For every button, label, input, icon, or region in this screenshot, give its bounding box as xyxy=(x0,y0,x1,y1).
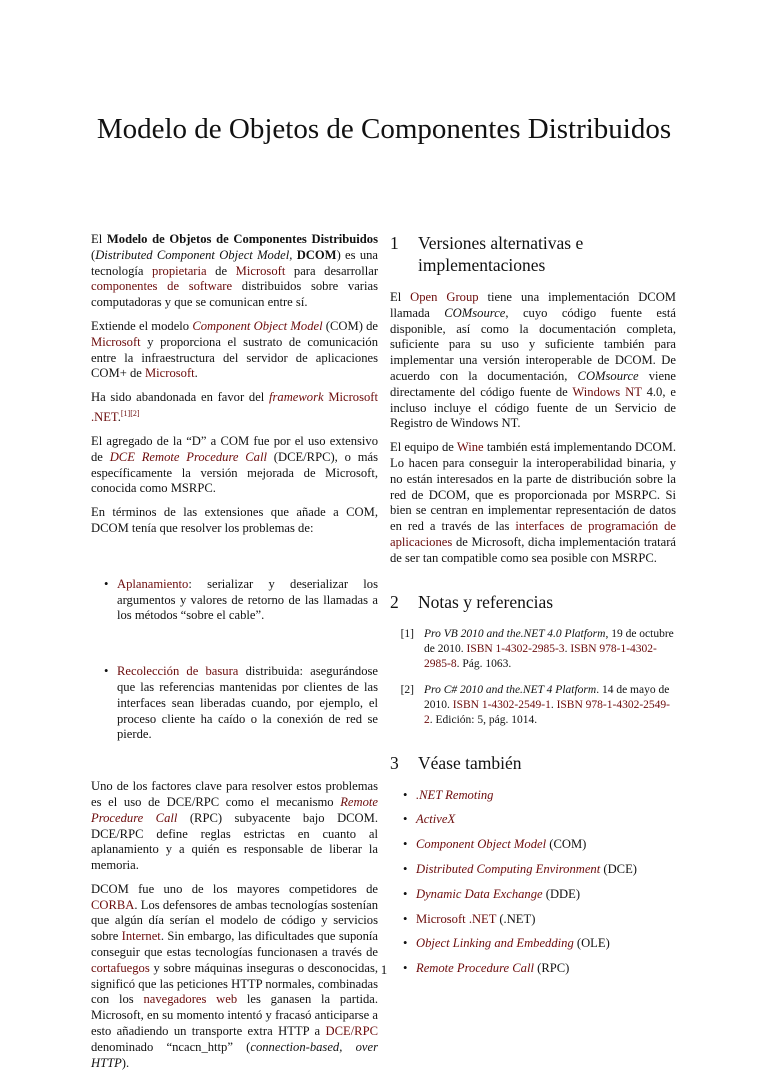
paragraph-agregado xyxy=(91,434,378,497)
text: El agregado de la “D” a COM fue por el uso extensivo de xyxy=(91,433,378,464)
term-italic: connection-based, over HTTP xyxy=(91,1039,378,1070)
text: distribuida: asegurándose que las referencias mantenidas por clientes de las interfaces sean liberadas cuando, por ejemplo, el proceso cliente ha caído o la conexión de red se pierde. xyxy=(117,664,378,742)
section-number: 1 xyxy=(390,233,399,253)
text: , xyxy=(289,247,297,262)
problems-list xyxy=(91,577,378,743)
text: (COM) xyxy=(546,837,587,852)
reference-text xyxy=(424,627,676,672)
link-interfaces-programacion[interactable]: interfaces de programación de aplicaciones xyxy=(390,519,676,549)
text: El equipo de xyxy=(390,440,457,455)
text: Uno de los factores clave para resolver estos problemas es el uso de DCE/RPC como el mecanismo xyxy=(91,779,378,809)
text: y sobre máquinas inseguras o desconocidas, significó que las peticiones HTTP normales, combinadas con los xyxy=(91,960,378,1007)
link-corba[interactable]: CORBA xyxy=(91,897,135,912)
text: y proporciona el sustrato de comunicación entre la infraestructura del servidor de aplicaciones COM+ de xyxy=(91,334,378,381)
list-item xyxy=(390,788,676,804)
text: también está implementando DCOM. Lo hacen para conseguir la interoperabilidad binaria, y no están interesados en la parte de distribución sobre la red de DCOM, que es proporcionada por MSRPC. Si bien se centran en implementar representación de datos en red a través de las xyxy=(390,440,676,534)
section-title: Notas y referencias xyxy=(418,591,554,612)
section-heading-vease xyxy=(390,752,676,774)
list-item xyxy=(390,812,676,828)
link-microsoft[interactable]: Microsoft xyxy=(91,334,141,349)
link-microsoft-net[interactable]: Microsoft .NET xyxy=(91,390,378,425)
text: (RPC) subyacente bajo DCOM. DCE/RPC define reglas estrictas en cuanto al aplanamiento y a quién es responsable de liberar la memoria. xyxy=(91,810,379,873)
link-activex[interactable]: ActiveX xyxy=(416,812,456,827)
link-microsoft[interactable]: Microsoft xyxy=(144,366,195,381)
paragraph-extiende xyxy=(91,319,378,382)
bullet-icon: • xyxy=(403,837,408,852)
link-ole[interactable]: Object Linking and Embedding xyxy=(416,936,574,951)
link-component-object-model[interactable]: Component Object Model xyxy=(192,318,323,333)
list-item xyxy=(91,577,378,624)
text: . Sin embargo, las dificultades que suponía conseguir que estas tecnologías funcionasen a través de xyxy=(91,929,378,960)
reference-item xyxy=(390,627,676,672)
book-title: Pro C# 2010 and the.NET 4 Platform xyxy=(424,683,597,696)
bullet-icon: • xyxy=(104,664,109,679)
paragraph-abandonada xyxy=(91,390,378,426)
text: (.NET) xyxy=(496,911,536,926)
link-microsoft[interactable]: Microsoft xyxy=(235,263,286,278)
link-microsoft-net[interactable]: Microsoft .NET xyxy=(416,911,497,926)
reference-number: [2] xyxy=(400,683,414,696)
bullet-icon: • xyxy=(403,936,408,951)
text: para desarrollar xyxy=(285,263,379,278)
list-item xyxy=(91,664,378,743)
text: tiene una implementación DCOM llamada xyxy=(390,290,676,320)
term-italic: COMsource xyxy=(444,305,506,320)
paragraph-extensiones: En términos de las extensiones que añade a COM, DCOM tenía que resolver los problemas de: xyxy=(91,505,378,535)
list-item xyxy=(390,837,676,853)
bullet-icon: • xyxy=(403,886,408,901)
text: Ha sido abandonada en favor del xyxy=(91,390,270,405)
link-navegadores-web[interactable]: navegadores web xyxy=(143,992,238,1007)
link-isbn[interactable]: ISBN 978-1-4302-2549-2 xyxy=(424,698,670,726)
link-remote-procedure-call[interactable]: Remote Procedure Call xyxy=(91,794,378,825)
text: . Pág. 1063. xyxy=(456,657,512,670)
text: El xyxy=(390,290,411,304)
link-rpc[interactable]: Remote Procedure Call xyxy=(416,961,534,976)
paragraph-wine xyxy=(390,440,676,566)
bullet-icon: • xyxy=(403,961,408,976)
section-number: 2 xyxy=(390,591,399,612)
list-item xyxy=(390,862,676,878)
bullet-icon: • xyxy=(104,576,109,591)
link-net-remoting[interactable]: .NET Remoting xyxy=(416,787,494,802)
link-component-object-model[interactable]: Component Object Model xyxy=(416,837,547,852)
text: (DCE/RPC), o más específicamente la versión mejorada de Microsoft, conocida como MSRPC. xyxy=(91,449,379,496)
text: . xyxy=(117,410,121,425)
text: . 14 de mayo de 2010. xyxy=(424,683,670,711)
text: (RPC) xyxy=(533,961,570,976)
text: de Microsoft, dicha implementación tratará de ser tan compatible como sea posible con MSRPC. xyxy=(390,534,676,565)
section-title: Versiones alternativas e implementaciones xyxy=(418,233,584,275)
list-item xyxy=(390,912,676,928)
bullet-icon: • xyxy=(403,911,408,926)
term-bold: Modelo de Objetos de Componentes Distribuidos xyxy=(106,232,379,246)
link-framework[interactable]: framework xyxy=(269,390,324,405)
link-aplanamiento[interactable]: Aplanamiento xyxy=(117,576,189,591)
bullet-icon: • xyxy=(403,787,408,802)
link-dce-rpc[interactable]: DCE/RPC xyxy=(325,1024,378,1039)
list-item xyxy=(390,887,676,903)
text: (DCE) xyxy=(600,861,637,876)
text: . Edición: 5, pág. 1014. xyxy=(429,713,538,726)
text: . xyxy=(564,642,571,655)
references-list xyxy=(390,627,676,728)
page-number: 1 xyxy=(380,962,388,977)
link-recoleccion-basura[interactable]: Recolección de basura xyxy=(117,664,239,679)
text: , 19 de octubre de 2010. xyxy=(424,627,674,655)
section-heading-versiones xyxy=(390,232,676,276)
term-italic: COMsource xyxy=(577,368,639,383)
text: (COM) de xyxy=(322,318,378,333)
text: ) es una tecnología xyxy=(91,247,378,278)
text: , cuyo código fuente está disponible, así como la documentación completa, suficiente para su uso y suficiente también para implementar una versión interoperable de DCOM. De acuerdo con la documentación, xyxy=(390,305,676,383)
reference-item xyxy=(390,683,676,728)
link-open-group[interactable]: Open Group xyxy=(410,290,479,304)
link-componentes-software[interactable]: componentes de software xyxy=(91,279,233,294)
text: DCOM fue uno de los mayores competidores de xyxy=(91,881,378,896)
text: . xyxy=(194,366,198,381)
text: viene directamente del código fuente de xyxy=(390,368,676,399)
text: (OLE) xyxy=(573,936,610,951)
term-italic: Distributed Component Object Model xyxy=(95,247,290,262)
see-also-list xyxy=(390,788,676,977)
citation-link[interactable]: [1][2] xyxy=(120,408,140,418)
intro-paragraph xyxy=(91,232,378,311)
link-isbn[interactable]: ISBN 978-1-4302-2985-8 xyxy=(424,642,657,670)
section-title: Véase también xyxy=(418,752,522,773)
book-title: Pro VB 2010 and the.NET 4.0 Platform xyxy=(424,627,606,640)
paragraph-factores xyxy=(91,779,378,874)
link-dde[interactable]: Dynamic Data Exchange xyxy=(416,886,543,901)
bullet-icon: • xyxy=(403,861,408,876)
text: : serializar y deserializar los argumentos y valores de retorno de las llamadas a los métodos “sobre el cable”. xyxy=(117,576,378,623)
link-wine[interactable]: Wine xyxy=(456,440,484,455)
text: . Los defensores de ambas tecnologías sostenían que algún día serían el modelo de código y servicios sobre xyxy=(91,897,378,944)
link-dce-rpc[interactable]: DCE Remote Procedure Call xyxy=(109,449,267,464)
acronym-bold: DCOM xyxy=(296,247,337,262)
text: distribuidos sobre varias computadoras y que se comunican entre sí. xyxy=(91,279,378,310)
text: ( xyxy=(91,247,96,262)
link-isbn[interactable]: ISBN 1-4302-2985-3 xyxy=(466,642,565,655)
text: Extiende el modelo xyxy=(91,318,193,333)
reference-number: [1] xyxy=(400,627,414,640)
text: denominado “ncacn_http” ( xyxy=(91,1039,251,1054)
right-column xyxy=(390,232,676,986)
link-windows-nt[interactable]: Windows NT xyxy=(572,384,642,399)
bullet-icon: • xyxy=(403,812,408,827)
text: El xyxy=(91,232,107,246)
list-item xyxy=(390,936,676,952)
text: ). xyxy=(121,1055,130,1070)
text: 4.0, e incluso incluye el código fuente de un Servicio de Registro de Windows NT. xyxy=(390,384,676,431)
reference-text xyxy=(424,683,676,728)
text: . xyxy=(550,698,557,711)
link-cortafuegos[interactable]: cortafuegos xyxy=(91,960,150,975)
link-dce[interactable]: Distributed Computing Environment xyxy=(416,861,601,876)
link-propietaria[interactable]: propietaria xyxy=(152,263,207,278)
text: de xyxy=(206,263,236,278)
section-number: 3 xyxy=(390,752,399,773)
link-internet[interactable]: Internet xyxy=(121,929,161,944)
paragraph-open-group xyxy=(390,290,676,432)
text: (DDE) xyxy=(542,886,581,901)
link-isbn[interactable]: ISBN 1-4302-2549-1 xyxy=(452,698,551,711)
text: les ganasen la partida. Microsoft, en su momento intentó y fracasó anticiparse a esto añadiendo un transporte extra HTTP a xyxy=(91,992,378,1039)
left-column xyxy=(91,232,378,1079)
section-heading-notas xyxy=(390,591,676,613)
page-title: Modelo de Objetos de Componentes Distribuidos xyxy=(96,113,672,145)
